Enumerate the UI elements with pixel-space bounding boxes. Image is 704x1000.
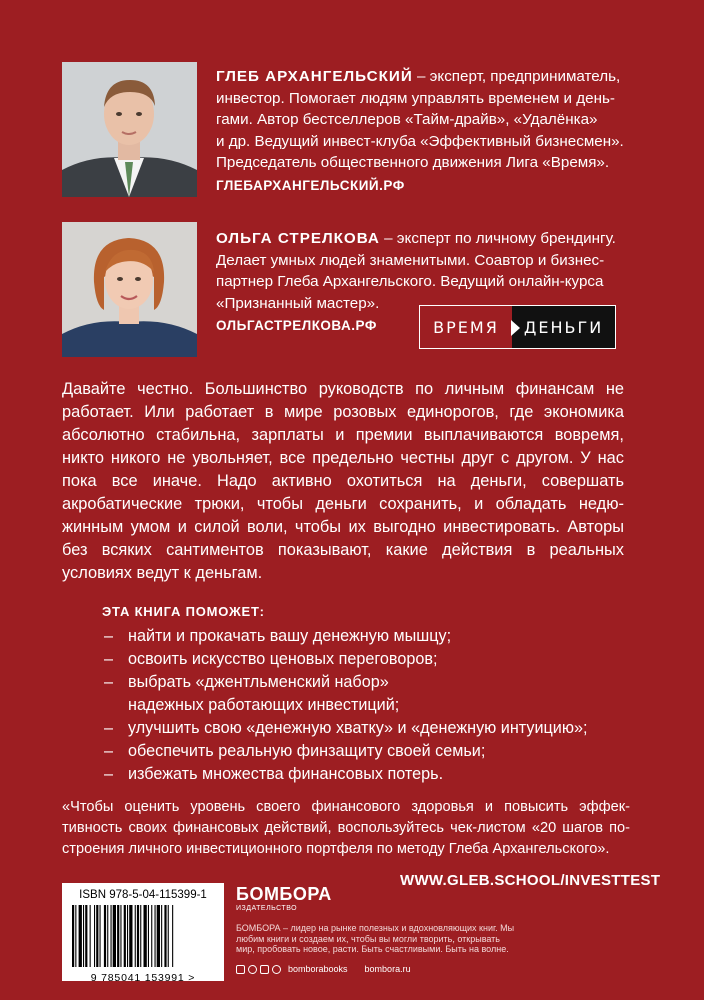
barcode-bar [72,905,74,967]
list-item: – найти и прокачать вашу денежную мышцу; [104,625,644,648]
telegram-icon[interactable] [272,965,281,974]
social-network-icon[interactable] [236,965,245,974]
list-item: – избежать множества финансовых потерь. [104,763,644,786]
social-handle[interactable]: bomborabooks [288,964,348,974]
isbn-barcode [62,883,224,984]
arrow-right-icon [511,320,520,336]
vk-icon[interactable] [248,965,257,974]
barcode-bar [111,905,112,967]
publisher-socials [236,964,411,974]
barcode-bar [129,905,132,967]
publisher-logo: БОМБОРА [236,884,332,904]
list-item: – выбрать «джентльменский набор» надежных работающих инвестиций; [104,671,644,717]
author-photo-olga [62,222,197,357]
barcode-bar [161,905,162,967]
author-name: ГЛЕБ АРХАНГЕЛЬСКИЙ [216,68,413,85]
series-logo-left: ВРЕМЯ [420,306,512,348]
youtube-icon[interactable] [260,965,269,974]
barcode-bar [120,905,121,967]
series-logo [419,305,616,349]
checklist-url[interactable]: WWW.GLEB.SCHOOL/INVESTTEST [400,872,661,889]
barcode-bar [75,905,76,967]
barcode-bar [148,905,149,967]
barcode-bar [96,905,98,967]
barcode-bar [168,905,169,967]
barcode-bar [137,905,139,967]
author-photo-gleb [62,62,197,197]
list-item: – освоить искусство ценовых переговоров; [104,648,644,671]
author-name: ОЛЬГА СТРЕЛКОВА [216,230,380,247]
barcode-bar [172,905,173,967]
publisher-description: БОМБОРА – лидер на рынке полезных и вдохновляющих книг. Мы любим книги и создаем их, чтобы вы могли творить, открывать мир, пробовать новое, расти. Быть счастливыми. Быть на волне. [236,923,515,954]
barcode-bar [90,905,91,967]
barcode-bar [104,905,106,967]
barcode-bar [135,905,136,967]
list-item: – обеспечить реальную финзащиту своей семьи; [104,740,644,763]
barcode-bar [155,905,156,967]
barcode-bar [151,905,152,967]
publisher-subtitle: ИЗДАТЕЛЬСТВО [236,905,298,912]
barcode-bar [79,905,82,967]
book-description: Давайте честно. Большинство руководств по личным финансам не работает. Или работает в мире розовых единорогов, где экономика абсолютно стабильна, зарплаты и премии выплачиваются вовремя, никто никого не увольняет, все предельно честны друг с другом. У нас пока все иначе. Надо активно охотиться на деньги, совершать акробатические трюки, чтобы деньги сохранить, и обладать недю-жинным умом и силой воли, чтобы их выгодно инвестировать. Авторы без всяких сантиментов показывают, какие действия в реальных условиях ведут к деньгам. [62,380,624,582]
author-bio-gleb: ГЛЕБ АРХАНГЕЛЬСКИЙ – эксперт, предприниматель, инвестор. Помогает людям управлять временем и день- гами. Автор бестселлеров «Тайм-драйв», «Удалёнка» и др. Ведущий инвест-клуба «Эффективный бизнесмен». Председатель общественного движения Лига «Время». [216,68,624,171]
isbn-number: ISBN 978-5-04-115399-1 [79,889,207,901]
barcode-bar [157,905,160,967]
barcode-bar [107,905,108,967]
barcode-bar [140,905,141,967]
barcode-icon [68,905,218,967]
publisher-website[interactable]: bombora.ru [364,964,411,974]
benefits-list [104,625,644,786]
barcode-digits: 9 785041 153991 > [90,972,196,984]
barcode-bar [83,905,84,967]
checklist-quote: «Чтобы оценить уровень своего финансового здоровья и повысить эффек-тивность своих финансовых действий, воспользуйтесь чек-листом «20 шагов по-строения личного инвестиционного портфеля по методу Глеба Архангельского». [62,799,630,857]
list-item: – улучшить свою «денежную хватку» и «денежную интуицию»; [104,717,644,740]
barcode-bar [144,905,147,967]
barcode-bar [117,905,119,967]
series-logo-right: ДЕНЬГИ [512,306,615,348]
barcode-bar [85,905,87,967]
barcode-bar [164,905,166,967]
barcode-bar [94,905,95,967]
barcode-bar [127,905,128,967]
benefits-title: ЭТА КНИГА ПОМОЖЕТ: [102,604,265,619]
barcode-bar [100,905,101,967]
barcode-bar [113,905,116,967]
author-bio-olga: ОЛЬГА СТРЕЛКОВА – эксперт по личному брендингу. Делает умных людей знаменитыми. Соавтор и бизнес- партнер Глеба Архангельского. Ведущий онлайн-курса «Признанный мастер». [216,230,616,312]
author-website-olga: ОЛЬГАСТРЕЛКОВА.РФ [216,318,377,333]
barcode-bar [124,905,126,967]
author-website-gleb: ГЛЕБАРХАНГЕЛЬСКИЙ.РФ [216,178,405,193]
